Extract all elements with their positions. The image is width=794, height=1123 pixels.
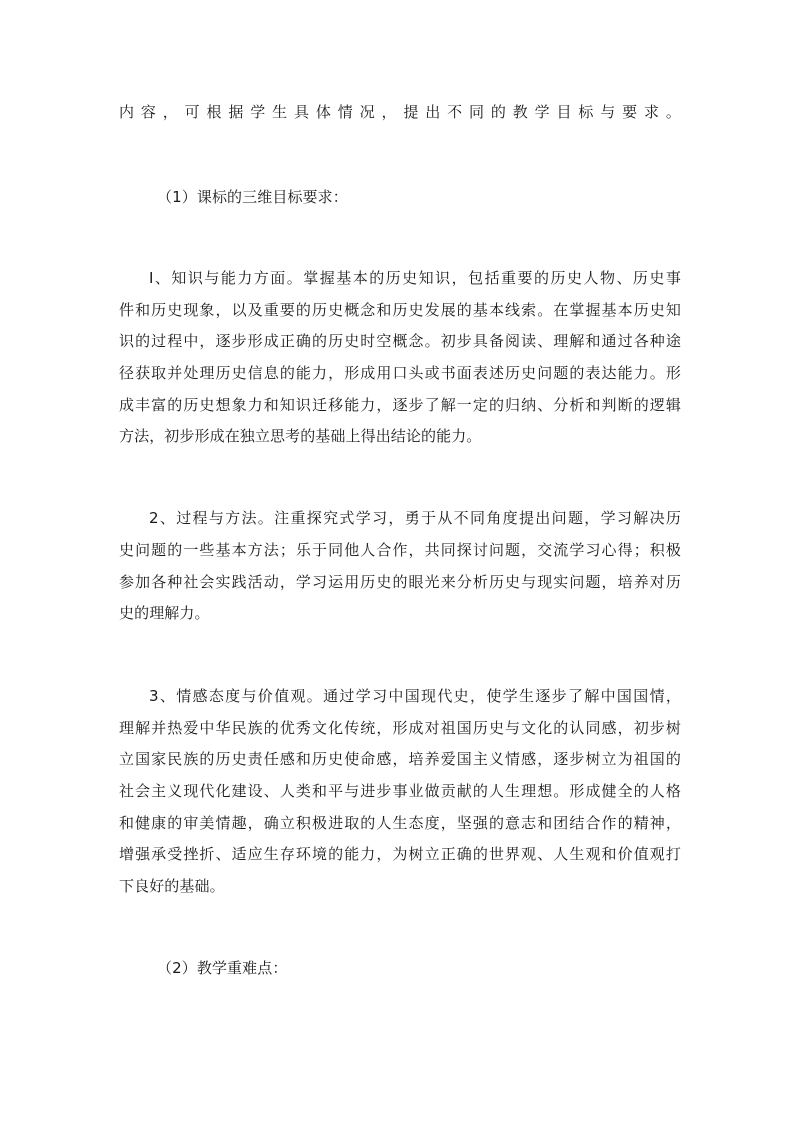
paragraph-values-line: 3、情感态度与价值观。通过学习中国现代史，使学生逐步了解中国国情， <box>149 687 681 705</box>
paragraph-knowledge-line: 成丰富的历史想象力和知识迁移能力，逐步了解一定的归纳、分析和判断的逻辑 <box>119 396 681 414</box>
paragraph-knowledge-line: 方法，初步形成在独立思考的基础上得出结论的能力。 <box>119 427 482 445</box>
section-heading-objectives: （1）课标的三维目标要求： <box>157 188 348 206</box>
paragraph-process-line: 2、过程与方法。注重探究式学习，勇于从不同角度提出问题，学习解决历 <box>149 509 681 527</box>
section-heading-key-points: （2）教学重难点： <box>157 959 288 977</box>
paragraph-knowledge-line: 件和历史现象，以及重要的历史概念和历史发展的基本线索。在掌握基本历史知 <box>119 301 681 319</box>
paragraph-process-line: 参加各种社会实践活动，学习运用历史的眼光来分析历史与现实问题，培养对历 <box>119 573 681 591</box>
paragraph-process-line: 史问题的一些基本方法；乐于同他人合作，共同探讨问题，交流学习心得；积极 <box>119 541 681 559</box>
paragraph-knowledge-line: I、知识与能力方面。掌握基本的历史知识，包括重要的历史人物、历史事 <box>149 269 681 287</box>
paragraph-values-line: 理解并热爱中华民族的优秀文化传统，形成对祖国历史与文化的认同感，初步树 <box>119 719 681 737</box>
paragraph-process-line: 史的理解力。 <box>119 604 210 622</box>
paragraph-values-line: 下良好的基础。 <box>119 877 225 895</box>
paragraph-values-line: 社会主义现代化建设、人类和平与进步事业做贡献的人生理想。形成健全的人格 <box>119 782 681 800</box>
intro-text: 内容，可根据学生具体情况，提出不同的教学目标与要求。 <box>119 103 681 121</box>
paragraph-values-line: 和健康的审美情趣，确立积极进取的人生态度，坚强的意志和团结合作的精神， <box>119 814 681 832</box>
paragraph-knowledge-line: 识的过程中，逐步形成正确的历史时空概念。初步具备阅读、理解和通过各种途 <box>119 332 681 350</box>
paragraph-values-line: 立国家民族的历史责任感和历史使命感，培养爱国主义情感，逐步树立为祖国的 <box>119 750 681 768</box>
paragraph-knowledge-line: 径获取并处理历史信息的能力，形成用口头或书面表述历史问题的表达能力。形 <box>119 364 681 382</box>
paragraph-values-line: 增强承受挫折、适应生存环境的能力，为树立正确的世界观、人生观和价值观打 <box>119 845 681 863</box>
